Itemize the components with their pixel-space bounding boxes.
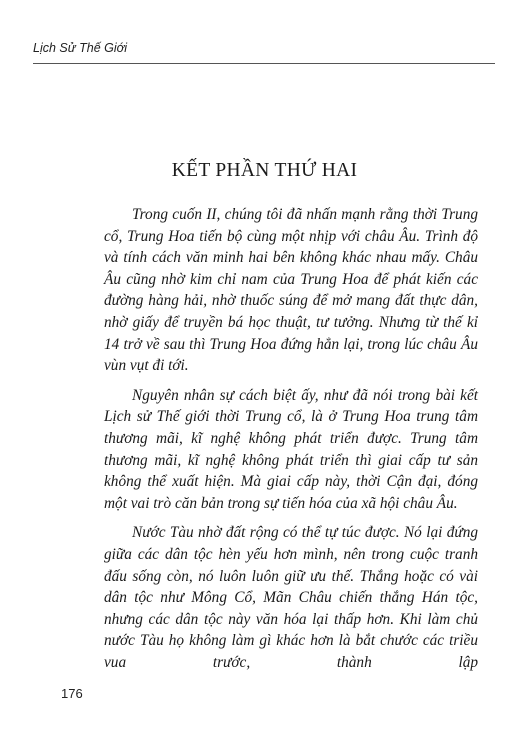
body-text	[104, 204, 478, 673]
running-header: Lịch Sử Thế Giới	[33, 41, 127, 55]
paragraph-1: Trong cuốn II, chúng tôi đã nhấn mạnh rằng thời Trung cổ, Trung Hoa tiến bộ cùng một nhịp với châu Âu. Trình độ và tính cách văn minh hai bên không khác nhau mấy. Châu Âu cũng nhờ kim chỉ nam của Trung Hoa để phát kiến các đường hàng hải, nhờ thuốc súng để mở mang đất thực dân, nhờ giấy để truyền bá học thuật, tư tưởng. Nhưng từ thế kỉ 14 trở về sau thì Trung Hoa đứng hẳn lại, trong lúc châu Âu vùn vụt đi tới.	[104, 206, 478, 375]
paragraph-2: Nguyên nhân sự cách biệt ấy, như đã nói trong bài kết Lịch sử Thế giới thời Trung cổ, là ở Trung Hoa trung tâm thương mãi, kĩ nghệ không phát triển được. Trung tâm thương mãi, kĩ nghệ không phát triển thì giai cấp tư sản không thể xuất hiện. Mà giai cấp này, thời Cận đại, đóng một vai trò căn bản trong sự tiến hóa của xã hội châu Âu.	[104, 386, 478, 512]
header-divider	[33, 63, 495, 64]
paragraph-3: Nước Tàu nhờ đất rộng có thể tự túc được. Nó lại đứng giữa các dân tộc hèn yếu hơn mình, nên trong cuộc tranh đấu sống còn, nó luôn luôn giữ ưu thế. Thắng hoặc có vài dân tộc như Mông Cổ, Mãn Châu chiến thắng Hán tộc, nhưng các dân tộc này văn hóa lại thấp hơn. Khi làm chủ nước Tàu họ không làm gì khác hơn là bắt chước các triều vua trước, thành lập	[104, 524, 478, 671]
chapter-title: KẾT PHẦN THỨ HAI	[171, 160, 358, 181]
page-number: 176	[61, 686, 83, 701]
